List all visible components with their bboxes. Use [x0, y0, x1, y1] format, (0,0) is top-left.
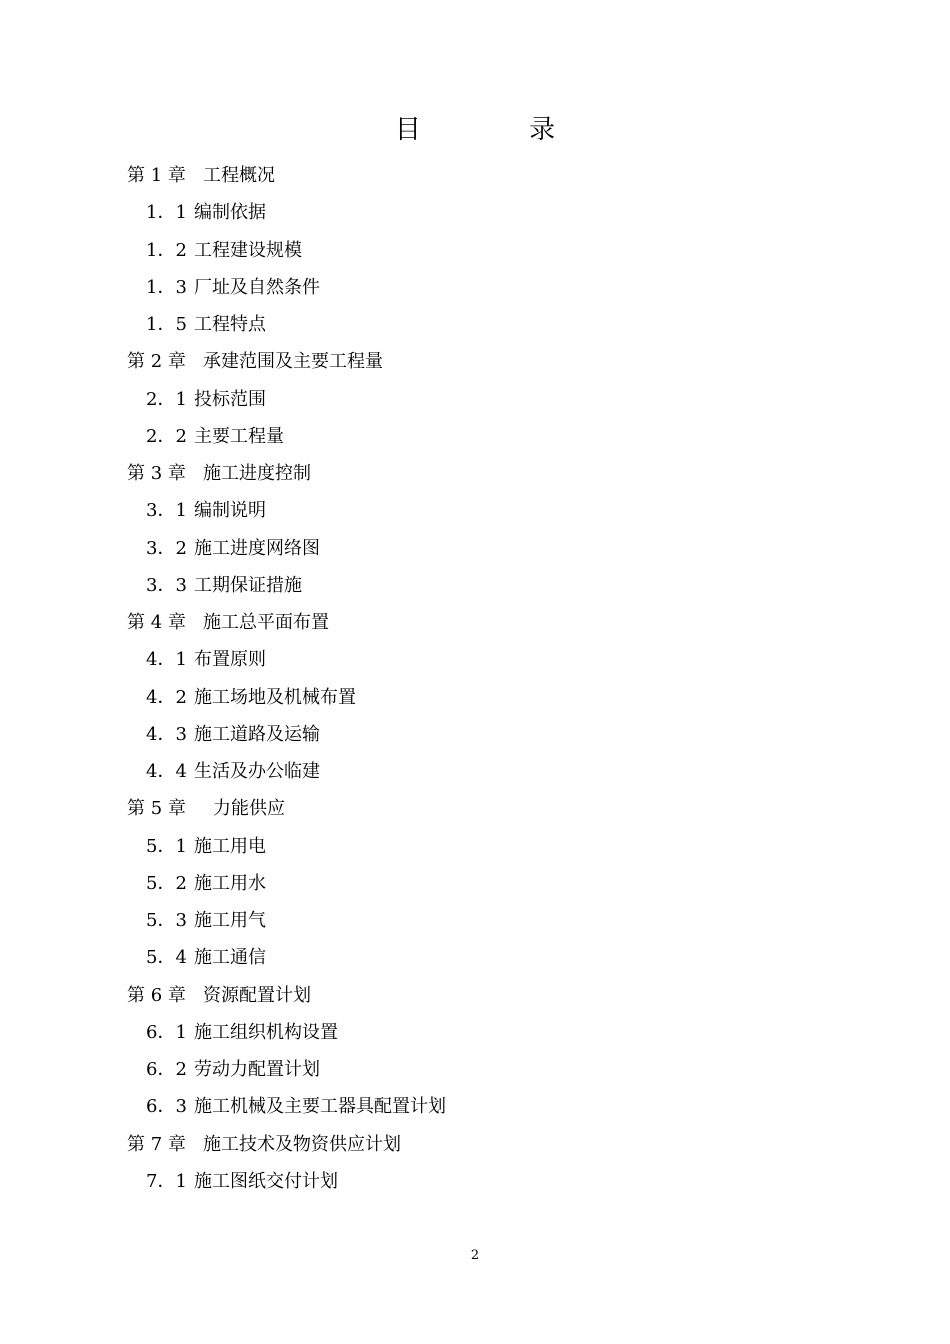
toc-entry-text: 施工用水	[194, 872, 266, 894]
toc-entry-number: 7．1	[146, 1170, 187, 1192]
toc-section-5-4	[0, 939, 950, 976]
toc-entry-text: 施工总平面布置	[203, 612, 329, 633]
toc-entry-text: 施工机械及主要工器具配置计划	[194, 1096, 446, 1118]
toc-entry-text: 施工进度网络图	[194, 537, 320, 559]
toc-section-4-3	[0, 716, 950, 753]
toc-entry-number: 第 2 章	[127, 351, 186, 373]
toc-entry-number: 4．1	[146, 649, 187, 671]
toc-section-6-3	[0, 1088, 950, 1125]
toc-entry-text: 编制说明	[194, 500, 266, 522]
toc-entry-text: 资源配置计划	[203, 984, 311, 1006]
toc-chapter-3	[0, 455, 950, 492]
toc-entry-number: 5．1	[146, 835, 187, 857]
toc-entry-number: 第 3 章	[127, 463, 186, 484]
toc-entry-text: 施工道路及运输	[194, 723, 320, 745]
toc-title: 目 录	[394, 115, 606, 145]
toc-entry-number: 第 4 章	[127, 612, 186, 633]
toc-entry-number: 5．4	[146, 947, 187, 969]
toc-entry-number: 6．3	[146, 1096, 187, 1118]
toc-entry-text: 承建范围及主要工程量	[203, 351, 383, 373]
toc-chapter-2	[0, 343, 950, 380]
toc-entry-text: 投标范围	[194, 388, 266, 410]
toc-section-1-5	[0, 306, 950, 343]
toc-section-6-2	[0, 1051, 950, 1088]
toc-chapter-4	[0, 604, 950, 641]
toc-section-4-1	[0, 641, 950, 678]
toc-entry-text: 编制依据	[194, 202, 266, 224]
toc-section-1-3	[0, 269, 950, 306]
toc-entry-text: 生活及办公临建	[194, 761, 320, 782]
toc-section-5-1	[0, 828, 950, 865]
toc-chapter-6	[0, 977, 950, 1014]
toc-section-2-1	[0, 381, 950, 418]
toc-entry-number: 1．5	[146, 314, 187, 335]
toc-entry-text: 工程概况	[203, 165, 275, 186]
toc-list	[0, 157, 950, 1200]
toc-entry-number: 1．1	[146, 202, 187, 224]
toc-entry-number: 第 5 章	[127, 798, 186, 820]
toc-section-1-1	[0, 194, 950, 231]
toc-entry-number: 2．2	[146, 425, 187, 447]
toc-entry-text: 施工图纸交付计划	[194, 1170, 338, 1192]
toc-section-6-1	[0, 1014, 950, 1051]
toc-entry-number: 4．4	[146, 761, 187, 782]
toc-entry-text: 工程建设规模	[194, 239, 302, 261]
toc-entry-number: 3．1	[146, 500, 187, 522]
toc-entry-text: 主要工程量	[194, 425, 284, 447]
toc-entry-number: 第 7 章	[127, 1133, 186, 1155]
toc-section-7-1	[0, 1163, 950, 1200]
toc-entry-text: 厂址及自然条件	[194, 276, 320, 298]
toc-entry-number: 4．3	[146, 723, 187, 745]
toc-chapter-5	[0, 790, 950, 827]
toc-entry-text: 施工场地及机械布置	[194, 686, 356, 708]
toc-entry-number: 2．1	[146, 388, 187, 410]
toc-entry-text: 劳动力配置计划	[194, 1059, 320, 1080]
toc-section-3-1	[0, 492, 950, 529]
toc-section-5-2	[0, 865, 950, 902]
toc-section-1-2	[0, 232, 950, 269]
toc-entry-text: 施工进度控制	[203, 463, 311, 484]
toc-entry-number: 5．2	[146, 872, 187, 894]
toc-section-2-2	[0, 418, 950, 455]
toc-entry-number: 6．1	[146, 1021, 187, 1043]
toc-entry-number: 3．2	[146, 537, 187, 559]
toc-section-3-2	[0, 530, 950, 567]
toc-entry-text: 施工用电	[194, 835, 266, 857]
toc-section-4-2	[0, 679, 950, 716]
toc-entry-text: 布置原则	[194, 649, 266, 671]
toc-entry-text: 力能供应	[213, 798, 285, 820]
toc-section-5-3	[0, 902, 950, 939]
toc-entry-text: 工程特点	[194, 314, 266, 335]
toc-entry-number: 第 1 章	[127, 165, 186, 186]
toc-entry-number: 3．3	[146, 574, 187, 596]
toc-entry-text: 施工用气	[194, 910, 266, 931]
toc-entry-number: 第 6 章	[127, 984, 186, 1006]
toc-entry-number: 1．2	[146, 239, 187, 261]
toc-entry-number: 4．2	[146, 686, 187, 708]
page-number: 2	[470, 1248, 480, 1263]
toc-entry-text: 施工组织机构设置	[194, 1021, 338, 1043]
toc-chapter-7	[0, 1126, 950, 1163]
toc-entry-text: 施工技术及物资供应计划	[203, 1133, 401, 1155]
toc-entry-text: 工期保证措施	[194, 574, 302, 596]
toc-entry-number: 5．3	[146, 910, 187, 931]
toc-section-3-3	[0, 567, 950, 604]
toc-entry-text: 施工通信	[194, 947, 266, 969]
toc-entry-number: 6．2	[146, 1059, 187, 1080]
toc-entry-number: 1．3	[146, 276, 187, 298]
toc-chapter-1	[0, 157, 950, 194]
toc-section-4-4	[0, 753, 950, 790]
